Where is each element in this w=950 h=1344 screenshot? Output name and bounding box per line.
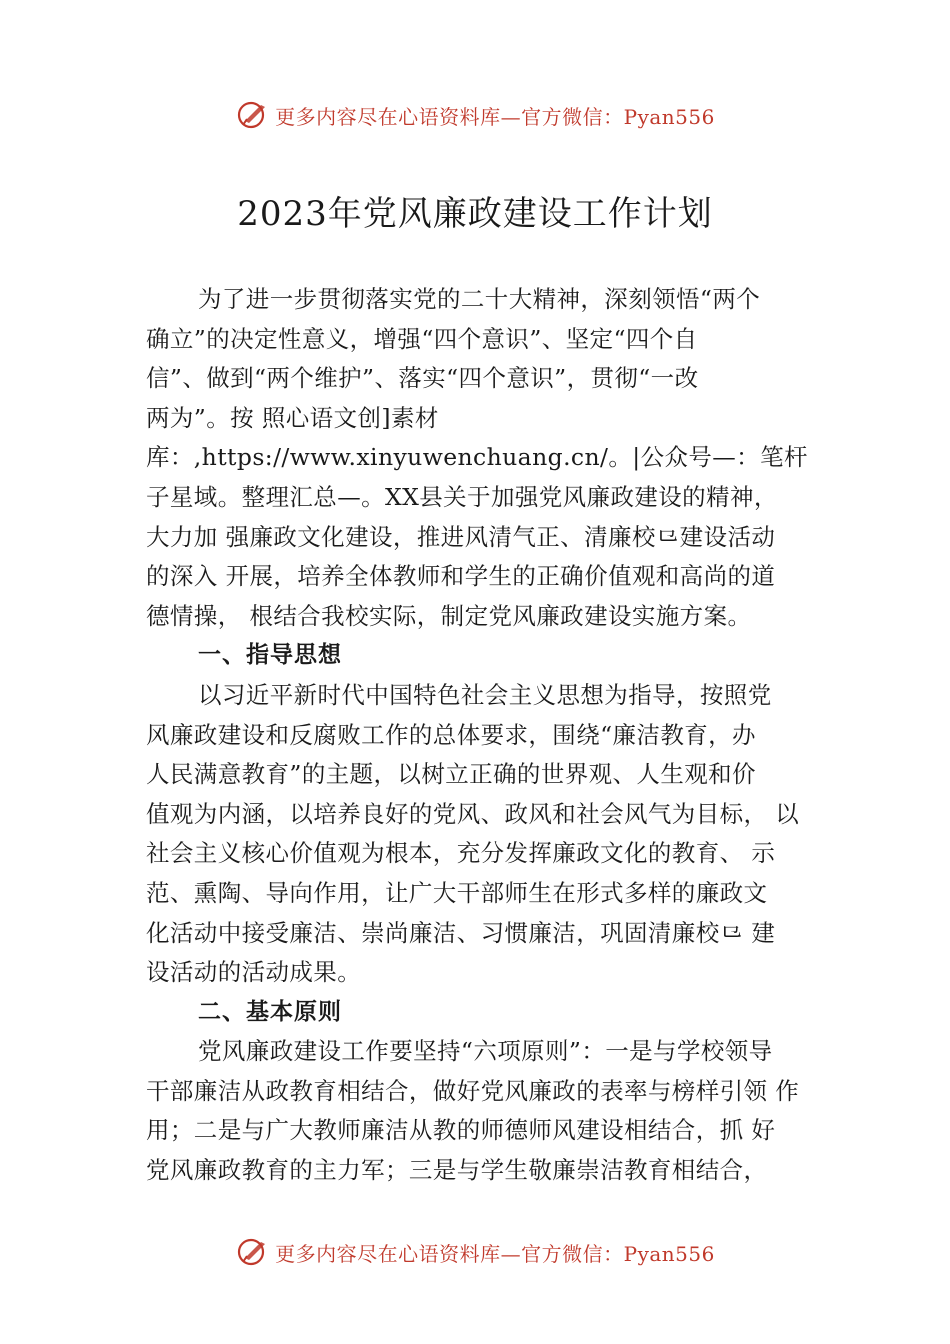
document-title: 2023年党风廉政建设工作计划: [237, 194, 713, 234]
body-text-line: 用；二是与广大教师廉洁从教的师德师风建设相结合，抓 好: [146, 1116, 776, 1145]
body-text-line: 为了进一步贯彻落实党的二十大精神，深刻领悟“两个: [198, 285, 761, 313]
document-body: [146, 280, 822, 1191]
body-text-line: 值观为内涵，以培养良好的党风、政风和社会风气为目标， 以: [146, 799, 800, 828]
watermark-footer: [0, 1232, 950, 1272]
body-text-line: 社会主义核心价值观为根本，充分发挥廉政文化的教育、 示: [146, 839, 776, 868]
body-text-line: 信”、做到“两个维护”、落实“四个意识”，贯彻“一改: [146, 364, 699, 393]
body-text-line: 两为”。按 照心语文创]素材: [146, 403, 439, 432]
watermark-header: [0, 95, 950, 135]
watermark-text: 更多内容尽在心语资料库—官方微信：Pyan556: [275, 104, 715, 129]
body-text-line: 人民满意教育”的主题，以树立正确的世界观、人生观和价: [146, 760, 756, 789]
body-text-line: 党风廉政建设工作要坚持“六项原则”：一是与学校领导: [198, 1037, 773, 1066]
section-heading: 二、基本原则: [198, 998, 342, 1025]
body-text-line: 化活动中接受廉洁、崇尚廉洁、习惯廉洁，巩固清廉校⺋ 建: [146, 918, 776, 947]
body-text-line: 的深入 开展，培养全体教师和学生的正确价值观和高尚的道: [146, 562, 776, 591]
watermark-text: 更多内容尽在心语资料库—官方微信：Pyan556: [275, 1241, 715, 1266]
quill-logo-icon: [235, 97, 271, 133]
body-text-line: 德情操， 根结合我校实际，制定党风廉政建设实施方案。: [146, 601, 752, 630]
body-text-line: 库：,https://www.xinyuwenchuang.cn/。|公众号—：笔杆: [146, 443, 808, 472]
section-heading: 一、指导思想: [198, 642, 342, 669]
body-text-line: 风廉政建设和反腐败工作的总体要求，围绕“廉洁教育，办: [146, 720, 756, 749]
body-text-line: 子星域。整理汇总—。XX县关于加强党风廉政建设的精神，: [146, 482, 778, 511]
quill-logo-icon: [235, 1234, 271, 1270]
body-text-line: 范、熏陶、导向作用，让广大干部师生在形式多样的廉政文: [146, 878, 768, 907]
body-text-line: 大力加 强廉政文化建设，推进风清气正、清廉校⺋建设活动: [146, 522, 776, 551]
body-text-line: 确立”的决定性意义，增强“四个意识”、坚定“四个自: [146, 324, 698, 353]
body-text-line: 干部廉洁从政教育相结合，做好党风廉政的表率与榜样引领 作: [146, 1076, 800, 1105]
body-text-line: 以习近平新时代中国特色社会主义思想为指导，按照党: [198, 680, 772, 709]
body-text-line: 党风廉政教育的主力军；三是与学生敬廉崇洁教育相结合，: [146, 1156, 768, 1185]
body-text-line: 设活动的活动成果。: [146, 958, 362, 987]
